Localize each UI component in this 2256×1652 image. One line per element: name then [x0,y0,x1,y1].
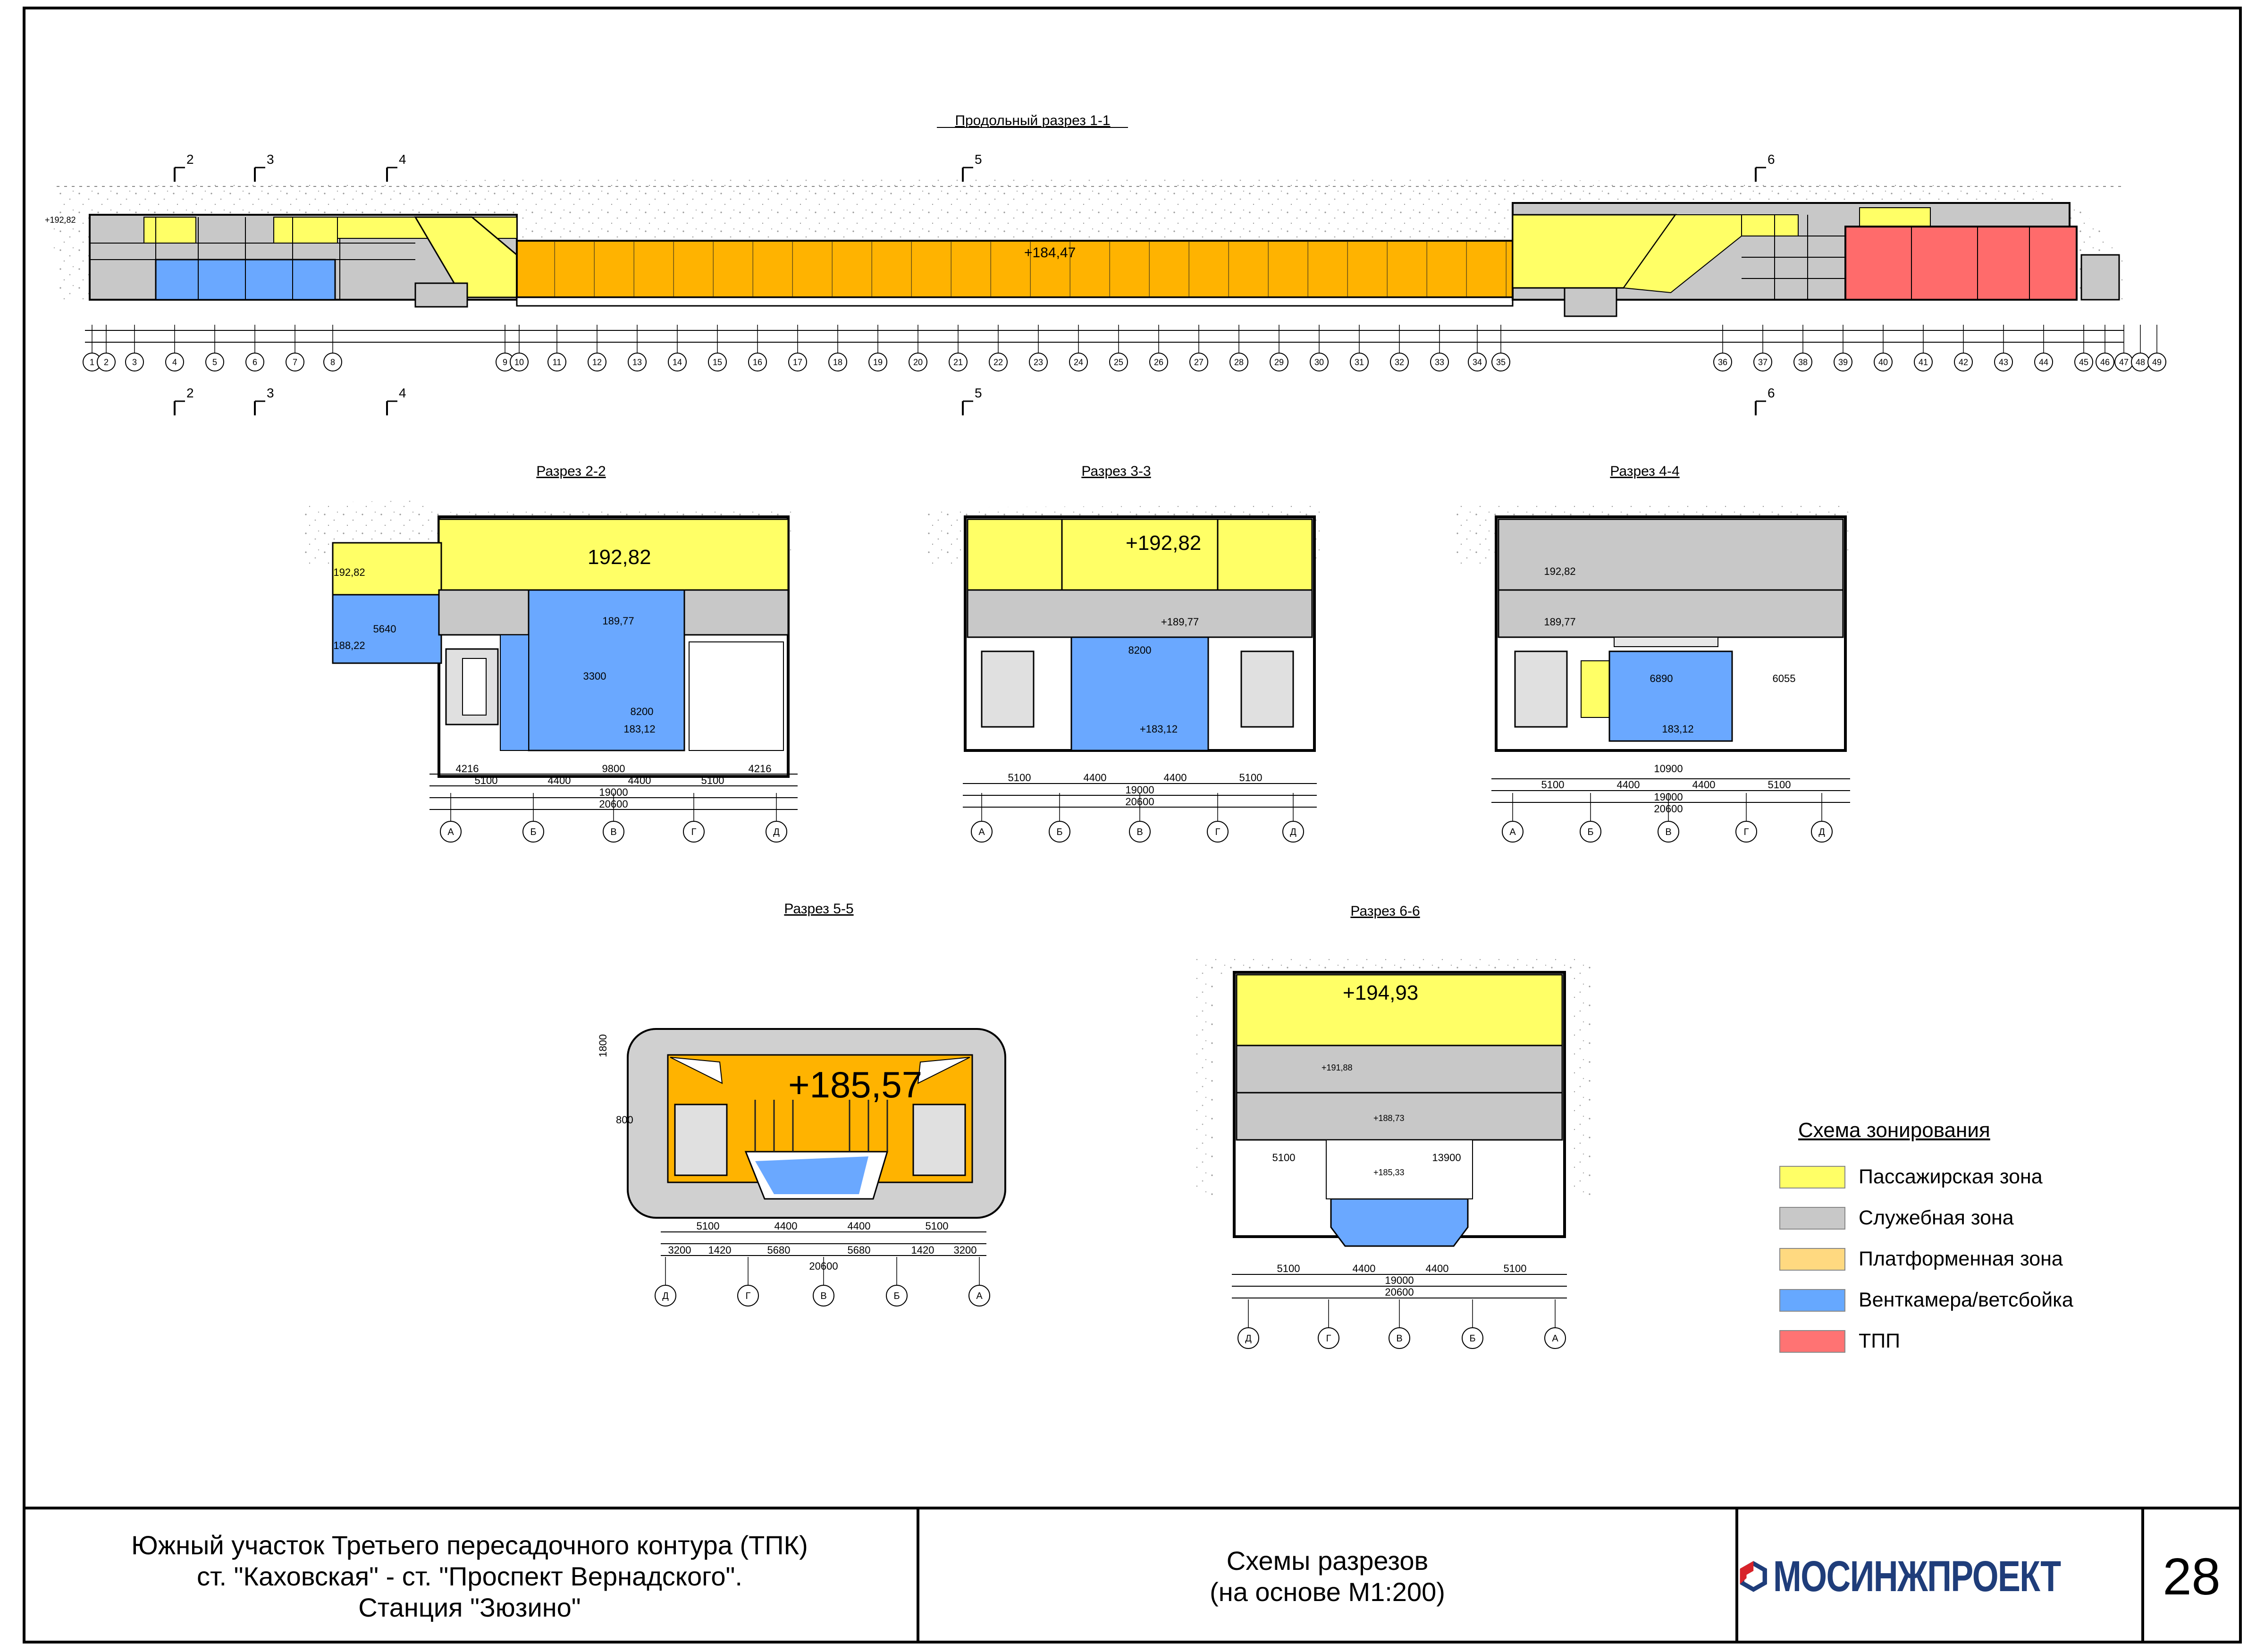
svg-text:5640: 5640 [373,623,396,635]
axis-bubble-А [440,793,461,842]
svg-text:10900: 10900 [1654,763,1683,775]
legend-item-tpp [1779,1321,2119,1362]
svg-text:4216: 4216 [748,763,772,775]
axis-bubble-4 [166,325,184,371]
axis-bubble-32 [1390,325,1408,371]
section-6-6-elevation: +194,93 [1343,981,1419,1004]
svg-text:10: 10 [514,357,524,367]
axis-bubble-7 [286,325,304,371]
axis-bubble-24 [1069,325,1087,371]
svg-text:4216: 4216 [455,763,479,775]
svg-text:5: 5 [212,357,218,367]
svg-text:192,82: 192,82 [333,566,365,578]
title-block [23,1507,2242,1644]
svg-text:24: 24 [1073,357,1084,367]
svg-text:9: 9 [502,357,508,367]
axis-bubble-18 [829,325,847,371]
svg-text:Г: Г [745,1291,751,1302]
svg-text:4400: 4400 [1083,772,1107,784]
svg-text:В: В [1396,1333,1403,1344]
project-line: Станция "Зюзино" [358,1593,581,1622]
axis-bubble-17 [789,325,807,371]
company-logo [1738,1509,2144,1644]
svg-text:А: А [976,1291,983,1302]
axis-bubble-Г [738,1257,758,1306]
svg-text:183,12: 183,12 [1662,723,1694,735]
svg-text:4400: 4400 [1352,1263,1376,1274]
axis-bubble-22 [989,325,1007,371]
svg-text:4400: 4400 [547,775,571,786]
axis-bubble-36 [1714,325,1732,371]
svg-text:1800: 1800 [597,1034,609,1057]
axis-bubble-2 [97,325,115,371]
svg-text:1: 1 [89,357,95,367]
axis-bubble-38 [1794,325,1812,371]
svg-text:800: 800 [616,1114,633,1126]
legend-label: Венткамера/ветсбойка [1859,1289,2073,1311]
axis-bubble-45 [2075,325,2093,371]
svg-text:45: 45 [2079,357,2089,367]
svg-text:Д: Д [773,827,780,838]
axis-bubble-40 [1874,325,1892,371]
svg-text:20600: 20600 [1385,1286,1414,1298]
sheet-number: 28 [2163,1547,2221,1606]
axis-bubble-29 [1270,325,1288,371]
axis-bubble-Г [1207,793,1228,842]
svg-text:48: 48 [2135,357,2146,367]
axis-bubble-49 [2148,325,2166,371]
svg-text:Б: Б [893,1291,900,1302]
svg-text:Г: Г [1215,827,1221,838]
svg-text:6: 6 [252,357,258,367]
svg-text:26: 26 [1153,357,1164,367]
svg-text:183,12: 183,12 [623,723,656,735]
axis-bubble-Б [523,793,544,842]
axis-bubble-42 [1954,325,1972,371]
axis-bubble-27 [1190,325,1208,371]
svg-text:+188,73: +188,73 [1373,1113,1405,1123]
svg-text:17: 17 [792,357,803,367]
svg-text:189,77: 189,77 [1544,616,1576,628]
axis-bubble-30 [1310,325,1328,371]
top-elevation-main: +192,82 [45,215,76,225]
svg-text:4: 4 [172,357,177,367]
svg-text:8200: 8200 [630,706,654,717]
axis-bubble-16 [749,325,766,371]
logo-text: МОСИНЖПРОЕКТ [1773,1552,2061,1601]
svg-text:В: В [820,1291,827,1302]
svg-text:+191,88: +191,88 [1322,1063,1353,1072]
svg-text:4400: 4400 [847,1220,871,1232]
axis-bubble-43 [1995,325,2012,371]
svg-text:2: 2 [186,386,194,400]
section-2-2-axes [440,793,787,842]
svg-text:2: 2 [103,357,109,367]
svg-text:20600: 20600 [809,1260,838,1272]
axis-bubble-15 [708,325,726,371]
legend-item-platform [1779,1239,2119,1280]
axis-bubble-47 [2115,325,2133,371]
cut-mark-6 [1756,386,1775,415]
main-section-title: Продольный разрез 1-1 [955,113,1111,128]
svg-text:37: 37 [1758,357,1768,367]
axis-bubble-21 [949,325,967,371]
axis-bubble-39 [1834,325,1852,371]
cut-mark-4 [387,386,406,415]
cut-mark-2 [175,152,194,182]
legend-label: Служебная зона [1859,1206,2014,1229]
svg-text:6055: 6055 [1772,673,1796,684]
svg-text:42: 42 [1958,357,1969,367]
axis-bubble-31 [1350,325,1368,371]
legend-item-passenger [1779,1156,2119,1197]
svg-text:2: 2 [186,152,194,167]
axis-bubble-35 [1492,325,1510,371]
svg-text:3200: 3200 [668,1244,691,1256]
section-5-5-title: Разрез 5-5 [784,901,854,917]
sheet-title-line: Схемы разрезов [1226,1546,1429,1576]
cut-mark-2 [175,386,194,415]
svg-text:25: 25 [1113,357,1124,367]
svg-text:5100: 5100 [1239,772,1263,784]
section-4-4 [1454,464,1850,842]
svg-text:А: А [1509,827,1516,838]
axis-bubble-Д [655,1257,676,1306]
svg-text:14: 14 [672,357,682,367]
axis-bubble-Д [766,793,787,842]
svg-text:6890: 6890 [1650,673,1673,684]
svg-text:19000: 19000 [1125,784,1154,796]
axis-bubble-3 [126,325,143,371]
svg-text:9800: 9800 [602,763,625,775]
legend-item-service [1779,1197,2119,1239]
svg-text:20600: 20600 [1654,803,1683,815]
svg-text:49: 49 [2152,357,2162,367]
axis-bubble-13 [628,325,646,371]
svg-text:4400: 4400 [1692,779,1716,791]
legend-item-vent [1779,1280,2119,1321]
svg-text:Б: Б [1056,827,1063,838]
svg-text:8200: 8200 [1128,644,1152,656]
svg-text:23: 23 [1033,357,1044,367]
axis-bubble-А [971,793,992,842]
svg-text:38: 38 [1798,357,1808,367]
section-5-5-elevation: +185,57 [788,1064,923,1105]
platform-elevation-main: +184,47 [1024,245,1076,261]
svg-text:5100: 5100 [474,775,498,786]
project-line: Южный участок Третьего пересадочного контура (ТПК) [131,1530,808,1560]
axis-bubble-10 [510,325,528,371]
axis-bubble-А [1502,793,1523,842]
svg-text:1420: 1420 [708,1244,732,1256]
svg-text:8: 8 [330,357,336,367]
svg-text:27: 27 [1194,357,1204,367]
svg-text:Д: Д [662,1291,669,1302]
svg-text:32: 32 [1394,357,1405,367]
legend-label: Пассажирская зона [1859,1165,2043,1188]
svg-text:5680: 5680 [847,1244,871,1256]
svg-text:Г: Г [1326,1333,1331,1344]
svg-text:5100: 5100 [925,1220,949,1232]
svg-text:15: 15 [712,357,723,367]
axis-bubble-48 [2131,325,2149,371]
svg-text:Б: Б [530,827,537,838]
axis-bubble-37 [1754,325,1772,371]
cut-mark-3 [255,152,274,182]
svg-text:4400: 4400 [1163,772,1187,784]
section-3-3-elevation: +192,82 [1126,531,1202,555]
axis-bubble-19 [869,325,887,371]
svg-text:22: 22 [993,357,1003,367]
legend-swatch-service [1779,1207,1845,1230]
svg-text:Г: Г [1743,827,1749,838]
svg-text:19: 19 [873,357,883,367]
axis-bubble-А [969,1257,990,1306]
svg-text:35: 35 [1496,357,1506,367]
svg-text:4400: 4400 [628,775,651,786]
section-3-3-title: Разрез 3-3 [1081,464,1151,479]
svg-text:30: 30 [1314,357,1324,367]
axis-bubble-33 [1431,325,1448,371]
svg-text:В: В [1136,827,1143,838]
section-3-3 [925,464,1322,842]
svg-text:5100: 5100 [1541,779,1565,791]
svg-text:3: 3 [132,357,137,367]
axis-bubble-А [1545,1299,1566,1349]
axis-bubble-Д [1811,793,1832,842]
svg-text:189,77: 189,77 [602,615,634,627]
svg-text:31: 31 [1354,357,1364,367]
axis-bubble-Г [683,793,704,842]
svg-text:33: 33 [1434,357,1445,367]
svg-text:Б: Б [1469,1333,1476,1344]
main-axis-bubbles [83,325,2166,371]
legend-swatch-tpp [1779,1330,1845,1353]
svg-text:А: А [447,827,454,838]
svg-text:13900: 13900 [1432,1152,1461,1163]
legend-swatch-platform [1779,1248,1845,1271]
section-2-2-title: Разрез 2-2 [536,464,606,479]
legend-title: Схема зонирования [1798,1119,1990,1142]
svg-text:34: 34 [1472,357,1482,367]
axis-bubble-25 [1110,325,1128,371]
svg-text:1420: 1420 [911,1244,934,1256]
svg-text:3300: 3300 [583,670,606,682]
svg-text:192,82: 192,82 [1544,565,1576,577]
svg-text:Б: Б [1587,827,1594,838]
logo-mark-icon [1738,1548,1768,1605]
svg-text:39: 39 [1838,357,1848,367]
axis-bubble-28 [1230,325,1248,371]
section-6-6-axes [1238,1299,1566,1349]
axis-bubble-Б [1462,1299,1483,1349]
svg-text:Д: Д [1290,827,1296,838]
svg-text:46: 46 [2100,357,2110,367]
svg-text:В: В [610,827,617,838]
svg-text:47: 47 [2119,357,2129,367]
svg-text:3: 3 [267,152,274,167]
svg-text:5680: 5680 [767,1244,791,1256]
legend-label: Платформенная зона [1859,1247,2063,1270]
axis-bubble-В [1389,1299,1410,1349]
axis-bubble-14 [668,325,686,371]
svg-text:4400: 4400 [774,1220,798,1232]
svg-text:+189,77: +189,77 [1161,616,1199,628]
svg-text:29: 29 [1274,357,1284,367]
axis-bubble-26 [1150,325,1168,371]
svg-text:5100: 5100 [701,775,724,786]
sheet-title [919,1509,1738,1644]
project-name [23,1509,919,1644]
svg-text:12: 12 [592,357,602,367]
svg-text:19000: 19000 [1385,1274,1414,1286]
svg-text:7: 7 [292,357,298,367]
legend-label: ТПП [1859,1330,1901,1352]
svg-text:4400: 4400 [1425,1263,1449,1274]
svg-text:В: В [1665,827,1672,838]
svg-text:5: 5 [975,386,982,400]
svg-text:13: 13 [632,357,642,367]
svg-text:19000: 19000 [599,786,628,798]
axis-bubble-23 [1029,325,1047,371]
section-2-2-elevation: 192,82 [588,546,651,569]
axis-bubble-46 [2096,325,2114,371]
axis-bubble-20 [909,325,927,371]
sheet-title-line: (на основе М1:200) [1210,1577,1445,1607]
svg-text:20600: 20600 [599,798,628,810]
svg-text:5: 5 [975,152,982,167]
svg-text:Г: Г [691,827,697,838]
axis-bubble-34 [1468,325,1486,371]
cut-mark-5 [963,152,982,182]
axis-bubble-Г [1318,1299,1339,1349]
axis-bubble-Б [1580,793,1601,842]
section-5-5 [597,901,1005,1306]
svg-text:6: 6 [1768,386,1775,400]
svg-text:43: 43 [1998,357,2009,367]
svg-text:5100: 5100 [1272,1152,1296,1163]
svg-text:6: 6 [1768,152,1775,167]
svg-text:А: А [978,827,985,838]
section-6-6 [1194,903,1591,1349]
svg-text:5100: 5100 [1503,1263,1527,1274]
svg-text:188,22: 188,22 [333,640,365,651]
svg-text:5100: 5100 [696,1220,720,1232]
cut-mark-4 [387,152,406,182]
axis-bubble-44 [2035,325,2053,371]
svg-text:20: 20 [913,357,923,367]
section-4-4-title: Разрез 4-4 [1610,464,1680,479]
axis-bubble-Д [1238,1299,1259,1349]
svg-text:41: 41 [1918,357,1928,367]
svg-text:Д: Д [1245,1333,1252,1344]
svg-text:36: 36 [1717,357,1728,367]
svg-text:5100: 5100 [1008,772,1031,784]
svg-text:5100: 5100 [1277,1263,1300,1274]
svg-text:4400: 4400 [1616,779,1640,791]
project-line: ст. "Каховская" - ст. "Проспект Вернадского". [197,1561,742,1591]
svg-text:28: 28 [1234,357,1244,367]
svg-text:18: 18 [833,357,843,367]
svg-text:А: А [1552,1333,1558,1344]
svg-text:40: 40 [1878,357,1888,367]
svg-text:21: 21 [953,357,963,367]
zoning-legend [1779,1119,2119,1362]
axis-bubble-Б [886,1257,907,1306]
tpp-zone [1845,227,2077,300]
svg-text:5100: 5100 [1768,779,1791,791]
svg-text:19000: 19000 [1654,791,1683,803]
axis-bubble-Г [1736,793,1757,842]
svg-text:4: 4 [399,386,406,400]
svg-text:11: 11 [552,357,562,367]
axis-bubble-Б [1049,793,1070,842]
axis-bubble-6 [246,325,264,371]
axis-bubble-5 [206,325,224,371]
cut-mark-3 [255,386,274,415]
svg-text:Д: Д [1818,827,1825,838]
svg-text:+185,33: +185,33 [1373,1168,1405,1177]
svg-text:16: 16 [752,357,763,367]
svg-text:3200: 3200 [953,1244,977,1256]
section-6-6-title: Разрез 6-6 [1350,903,1420,919]
axis-bubble-11 [548,325,566,371]
svg-text:3: 3 [267,386,274,400]
cut-mark-5 [963,386,982,415]
axis-bubble-12 [588,325,606,371]
section-2-2 [302,464,798,842]
svg-text:44: 44 [2038,357,2049,367]
axis-bubble-Д [1283,793,1304,842]
axis-bubble-41 [1914,325,1932,371]
axis-bubble-8 [324,325,342,371]
legend-swatch-passenger [1779,1166,1845,1188]
svg-text:+183,12: +183,12 [1139,723,1178,735]
legend-swatch-vent [1779,1289,1845,1312]
cut-mark-6 [1756,152,1775,182]
longitudinal-section-1-1 [45,113,2166,415]
svg-text:20600: 20600 [1125,796,1154,808]
svg-text:4: 4 [399,152,406,167]
